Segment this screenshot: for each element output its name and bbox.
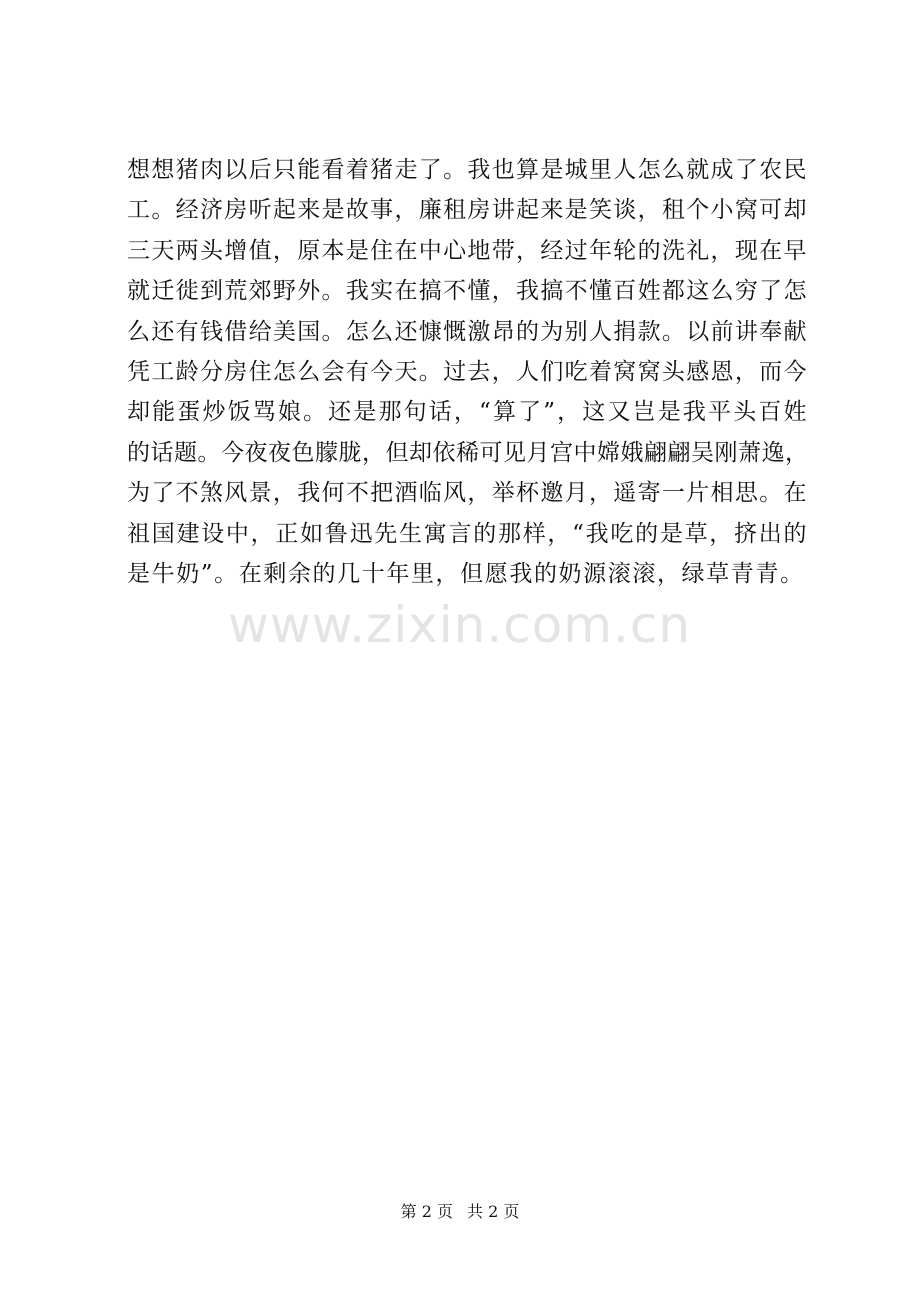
watermark-text: www.zixin.com.cn [228,596,692,654]
paragraph-line: 三天两头增值，原本是住在中心地带，经过年轮的洗礼，现在早 [127,237,807,264]
paragraph-line: 么还有钱借给美国。怎么还慷慨激昂的为别人捐款。以前讲奉献 [127,318,807,345]
page-number: 第 2 页 [400,1202,453,1221]
body-paragraph [127,150,807,594]
paragraph-line: 工。经济房听起来是故事，廉租房讲起来是笑谈，租个小窝可却 [127,197,807,224]
paragraph-line: 就迁徙到荒郊野外。我实在搞不懂，我搞不懂百姓都这么穷了怎 [127,278,807,305]
paragraph-line: 凭工龄分房住怎么会有今天。过去，人们吃着窝窝头感恩，而今 [127,358,807,385]
paragraph-line: 想想猪肉以后只能看着猪走了。我也算是城里人怎么就成了农民 [127,157,807,183]
page-total: 共 2 页 [467,1202,520,1221]
paragraph-line: 却能蛋炒饭骂娘。还是那句话，“算了”，这又岂是我平头百姓 [127,399,807,426]
paragraph-line: 为了不煞风景，我何不把酒临风，举杯邀月，遥寄一片相思。在 [127,480,807,507]
page-footer [0,1201,920,1223]
paragraph-line: 的话题。今夜夜色朦胧，但却依稀可见月宫中嫦娥翩翩吴刚萧逸， [127,439,809,466]
paragraph-line: 祖国建设中，正如鲁迅先生寓言的那样，“我吃的是草，挤出的 [127,520,807,547]
paragraph-line: 是牛奶”。在剩余的几十年里，但愿我的奶源滚滚，绿草青青。 [127,560,805,587]
